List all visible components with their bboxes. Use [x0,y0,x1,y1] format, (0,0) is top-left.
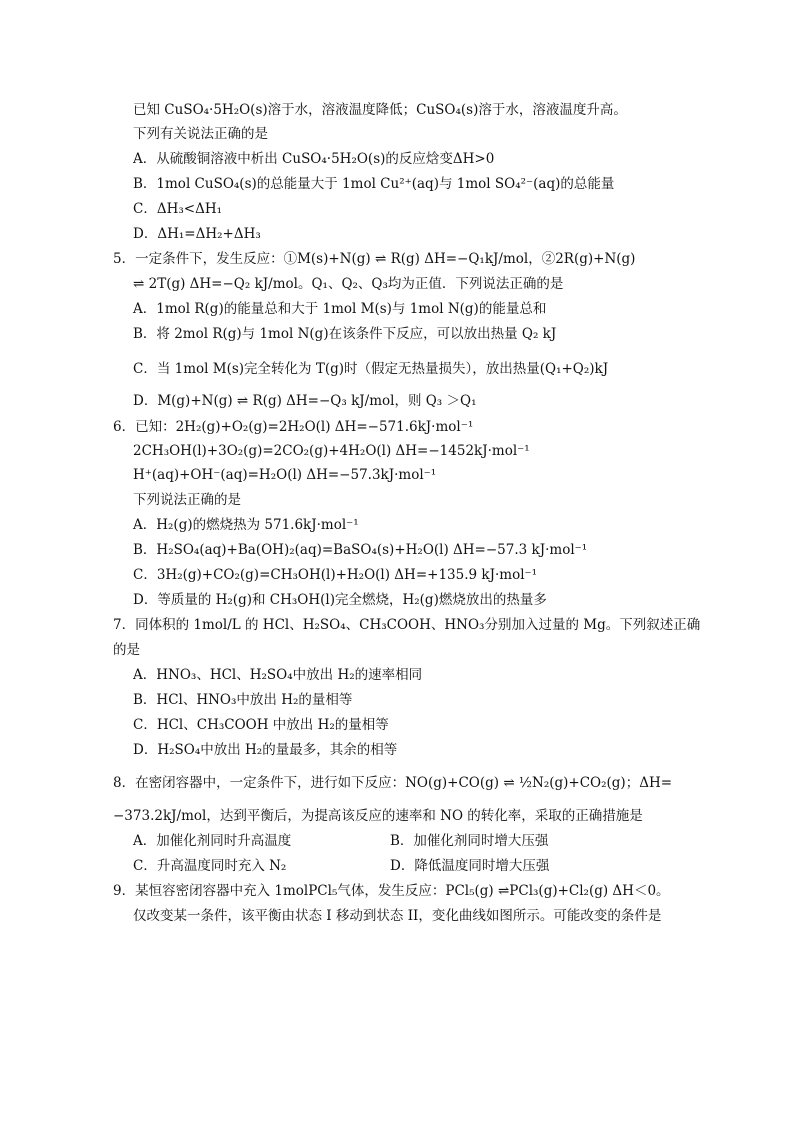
text-line: 的是 [113,642,140,658]
option-d: D．M(g)+N(g) ⇌ R(g) ΔH=−Q₃ kJ/mol，则 Q₃ ＞Q₁ [133,393,477,409]
option-a: A．H₂(g)的燃烧热为 571.6kJ·mol⁻¹ [133,517,359,533]
option-d: D．H₂SO₄中放出 H₂的量最多，其余的相等 [133,742,398,758]
option-a: A．1mol R(g)的能量总和大于 1mol M(s)与 1mol N(g)的能量总和 [133,301,547,317]
option-c: C．升高温度同时充入 N₂ [133,858,287,874]
option-c: C．ΔH₃<ΔH₁ [133,201,223,217]
text-line: −373.2kJ/mol，达到平衡后，为提高该反应的速率和 NO 的转化率，采取的正确措施是 [113,808,643,824]
question-5: 5．一定条件下，发生反应：①M(s)+N(g) ⇌ R(g) ΔH=−Q₁kJ/mol，②2R(g)+N(g) [113,251,636,267]
option-b: B．H₂SO₄(aq)+Ba(OH)₂(aq)=BaSO₄(s)+H₂O(l) ΔH=−57.3 kJ·mol⁻¹ [133,542,588,558]
option-a: A．加催化剂同时升高温度 [133,833,292,849]
option-a: A．HNO₃、HCl、H₂SO₄中放出 H₂的速率相同 [133,667,423,683]
question-7: 7．同体积的 1mol/L 的 HCl、H₂SO₄、CH₃COOH、HNO₃分别加入过量的 Mg。下列叙述正确 [113,617,701,633]
text-line: ⇌ 2T(g) ΔH=−Q₂ kJ/mol。Q₁、Q₂、Q₃均为正值．下列说法正确的是 [133,276,564,292]
question-8: 8．在密闭容器中，一定条件下，进行如下反应：NO(g)+CO(g) ⇌ ½N₂(g)+CO₂(g)；ΔH= [113,775,673,791]
option-c: C．3H₂(g)+CO₂(g)=CH₃OH(l)+H₂O(l) ΔH=+135.9 kJ·mol⁻¹ [133,567,538,583]
option-b: B．将 2mol R(g)与 1mol N(g)在该条件下反应，可以放出热量 Q₂ kJ [133,326,557,342]
option-d: D．等质量的 H₂(g)和 CH₃OH(l)完全燃烧，H₂(g)燃烧放出的热量多 [133,592,547,608]
text-line: 2CH₃OH(l)+3O₂(g)=2CO₂(g)+4H₂O(l) ΔH=−1452kJ·mol⁻¹ [133,443,530,459]
option-c: C．当 1mol M(s)完全转化为 T(g)时（假定无热量损失），放出热量(Q₁+Q₂)kJ [133,361,609,377]
option-d: D．降低温度同时增大压强 [390,858,550,874]
option-d: D．ΔH₁=ΔH₂+ΔH₃ [133,226,261,242]
option-b: B．1mol CuSO₄(s)的总能量大于 1mol Cu²⁺(aq)与 1mol SO₄²⁻(aq)的总能量 [133,176,615,192]
text-line: 已知 CuSO₄·5H₂O(s)溶于水，溶液温度降低；CuSO₄(s)溶于水，溶液温度升高。 [133,102,627,118]
text-line: H⁺(aq)+OH⁻(aq)=H₂O(l) ΔH=−57.3kJ·mol⁻¹ [133,467,437,483]
text-line: 仅改变某一条件，该平衡由状态 I 移动到状态 II，变化曲线如图所示。可能改变的条件是 [133,908,662,924]
option-b: B．HCl、HNO₃中放出 H₂的量相等 [133,692,353,708]
option-a: A．从硫酸铜溶液中析出 CuSO₄·5H₂O(s)的反应焓变ΔH>0 [133,151,495,167]
question-6: 6．已知：2H₂(g)+O₂(g)=2H₂O(l) ΔH=−571.6kJ·mol⁻¹ [113,419,474,435]
option-c: C．HCl、CH₃COOH 中放出 H₂的量相等 [133,717,389,733]
question-9: 9．某恒容密闭容器中充入 1molPCl₅气体，发生反应：PCl₅(g) ⇌PCl₃(g)+Cl₂(g) ΔH＜0。 [113,883,670,899]
text-line: 下列有关说法正确的是 [133,126,268,142]
text-line: 下列说法正确的是 [133,492,241,508]
option-b: B．加催化剂同时增大压强 [390,833,549,849]
